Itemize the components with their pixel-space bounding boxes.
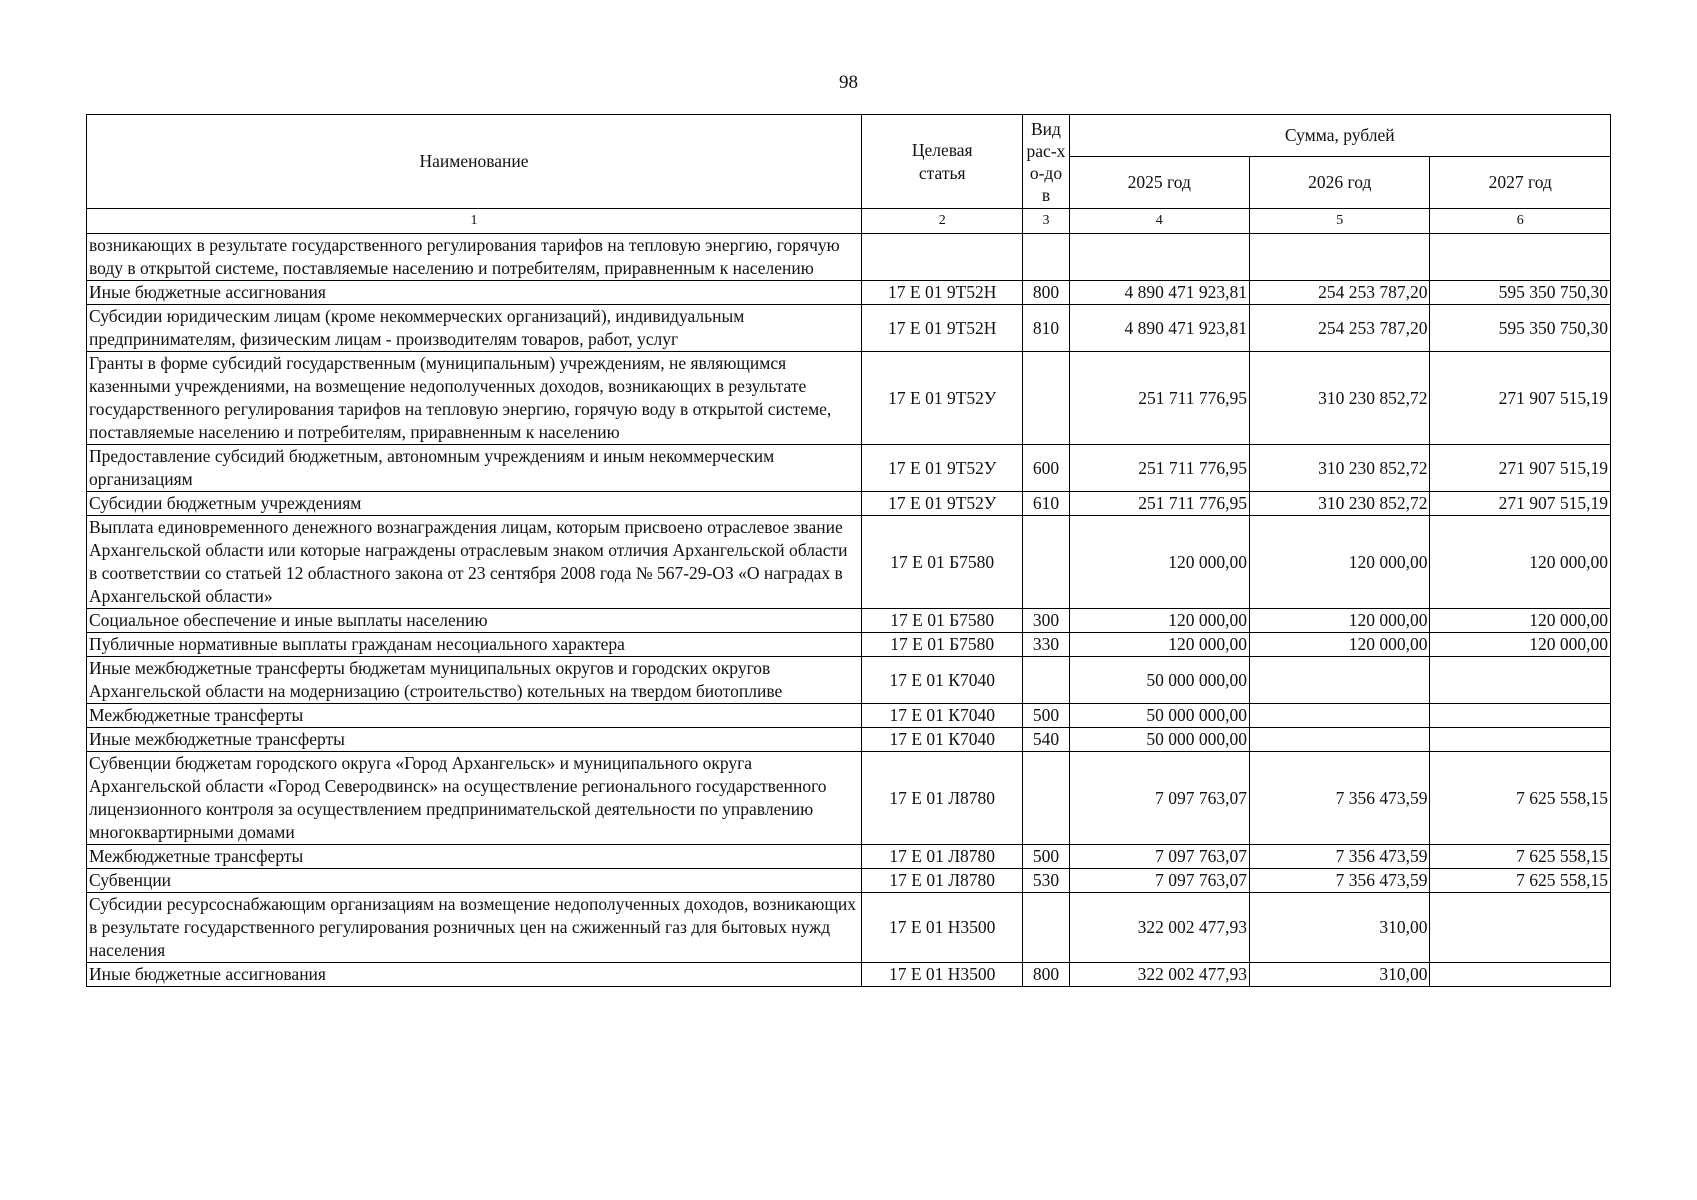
row-amount-2025: 120 000,00 — [1069, 609, 1249, 633]
header-year-2026: 2026 год — [1250, 157, 1430, 209]
header-target-article — [862, 115, 1023, 209]
row-amount-2027: 595 350 750,30 — [1430, 305, 1611, 352]
row-expense-type: 800 — [1023, 281, 1069, 305]
table-row — [87, 893, 1611, 963]
row-amount-2027: 120 000,00 — [1430, 633, 1611, 657]
column-number-row — [87, 209, 1611, 234]
row-amount-2027: 7 625 558,15 — [1430, 845, 1611, 869]
row-amount-2026: 120 000,00 — [1250, 633, 1430, 657]
row-target-article: 17 Е 01 Б7580 — [862, 609, 1023, 633]
row-amount-2026: 310,00 — [1250, 963, 1430, 987]
row-target-article: 17 Е 01 9Т52У — [862, 352, 1023, 445]
row-target-article: 17 Е 01 Б7580 — [862, 516, 1023, 609]
row-expense-type: 810 — [1023, 305, 1069, 352]
row-target-article: 17 Е 01 К7040 — [862, 728, 1023, 752]
row-amount-2026: 254 253 787,20 — [1250, 305, 1430, 352]
header-expense-type-label: Вид рас-хо-дов — [1026, 118, 1066, 205]
row-name: Выплата единовременного денежного вознаграждения лицам, которым присвоено отраслевое звание Архангельской области или которые награждены отраслевым знаком отличия Архангельской области в соответствии со статьей 12 областного закона от 23 сентября 2008 года № 567-29-ОЗ «О наградах в Архангельской области» — [87, 516, 862, 609]
row-target-article: 17 Е 01 Н3500 — [862, 963, 1023, 987]
table-body — [87, 234, 1611, 987]
row-target-article: 17 Е 01 9Т52Н — [862, 281, 1023, 305]
row-amount-2026: 120 000,00 — [1250, 609, 1430, 633]
column-number: 2 — [862, 209, 1023, 234]
header-year-2027: 2027 год — [1430, 157, 1611, 209]
row-name: Субвенции — [87, 869, 862, 893]
row-name: Субсидии юридическим лицам (кроме некоммерческих организаций), индивидуальным предпринимателям, физическим лицам - производителям товаров, работ, услуг — [87, 305, 862, 352]
row-target-article: 17 Е 01 9Т52У — [862, 445, 1023, 492]
row-name: Межбюджетные трансферты — [87, 845, 862, 869]
row-amount-2025: 120 000,00 — [1069, 633, 1249, 657]
column-number: 1 — [87, 209, 862, 234]
row-name: Межбюджетные трансферты — [87, 704, 862, 728]
row-amount-2025: 50 000 000,00 — [1069, 728, 1249, 752]
table-row — [87, 633, 1611, 657]
row-amount-2026 — [1250, 657, 1430, 704]
row-name: Иные межбюджетные трансферты бюджетам муниципальных округов и городских округов Архангельской области на модернизацию (строительство) котельных на твердом биотопливе — [87, 657, 862, 704]
row-target-article — [862, 234, 1023, 281]
row-expense-type: 500 — [1023, 704, 1069, 728]
table-row — [87, 305, 1611, 352]
row-expense-type: 610 — [1023, 492, 1069, 516]
row-amount-2026: 7 356 473,59 — [1250, 869, 1430, 893]
column-number: 4 — [1069, 209, 1249, 234]
row-amount-2025: 322 002 477,93 — [1069, 963, 1249, 987]
row-amount-2027: 120 000,00 — [1430, 609, 1611, 633]
table-row — [87, 234, 1611, 281]
table-row — [87, 869, 1611, 893]
row-amount-2025: 322 002 477,93 — [1069, 893, 1249, 963]
row-expense-type — [1023, 657, 1069, 704]
row-amount-2025: 251 711 776,95 — [1069, 352, 1249, 445]
row-name: Субсидии ресурсоснабжающим организациям на возмещение недополученных доходов, возникающих в результате государственного регулирования розничных цен на сжиженный газ для бытовых нужд населения — [87, 893, 862, 963]
row-amount-2025: 251 711 776,95 — [1069, 492, 1249, 516]
row-amount-2027: 271 907 515,19 — [1430, 492, 1611, 516]
row-target-article: 17 Е 01 К7040 — [862, 704, 1023, 728]
row-target-article: 17 Е 01 Л8780 — [862, 752, 1023, 845]
row-amount-2026: 310 230 852,72 — [1250, 492, 1430, 516]
row-amount-2026: 7 356 473,59 — [1250, 845, 1430, 869]
header-year-2025: 2025 год — [1069, 157, 1249, 209]
row-amount-2026: 310,00 — [1250, 893, 1430, 963]
row-target-article: 17 Е 01 Н3500 — [862, 893, 1023, 963]
row-amount-2027: 271 907 515,19 — [1430, 352, 1611, 445]
row-name: Гранты в форме субсидий государственным (муниципальным) учреждениям, не являющимся казенными учреждениями, на возмещение недополученных доходов, возникающих в результате государственного регулирования тарифов на тепловую энергию, горячую воду в открытой системе, поставляемые населению и потребителям, приравненным к населению — [87, 352, 862, 445]
row-amount-2025: 7 097 763,07 — [1069, 869, 1249, 893]
row-target-article: 17 Е 01 Л8780 — [862, 845, 1023, 869]
row-amount-2025: 50 000 000,00 — [1069, 704, 1249, 728]
row-target-article: 17 Е 01 Л8780 — [862, 869, 1023, 893]
table-row — [87, 492, 1611, 516]
budget-table — [86, 114, 1611, 987]
row-expense-type: 500 — [1023, 845, 1069, 869]
column-number: 6 — [1430, 209, 1611, 234]
row-expense-type — [1023, 893, 1069, 963]
row-amount-2027 — [1430, 657, 1611, 704]
row-amount-2025: 50 000 000,00 — [1069, 657, 1249, 704]
row-amount-2026 — [1250, 728, 1430, 752]
table-row — [87, 728, 1611, 752]
row-amount-2026: 254 253 787,20 — [1250, 281, 1430, 305]
row-amount-2027 — [1430, 234, 1611, 281]
row-amount-2025: 4 890 471 923,81 — [1069, 281, 1249, 305]
row-amount-2026: 120 000,00 — [1250, 516, 1430, 609]
row-target-article: 17 Е 01 К7040 — [862, 657, 1023, 704]
column-number: 3 — [1023, 209, 1069, 234]
table-row — [87, 516, 1611, 609]
row-amount-2027 — [1430, 893, 1611, 963]
row-amount-2027: 595 350 750,30 — [1430, 281, 1611, 305]
table-row — [87, 704, 1611, 728]
row-name: Социальное обеспечение и иные выплаты населению — [87, 609, 862, 633]
row-name: Публичные нормативные выплаты гражданам несоциального характера — [87, 633, 862, 657]
row-amount-2027: 7 625 558,15 — [1430, 752, 1611, 845]
table-row — [87, 845, 1611, 869]
row-target-article: 17 Е 01 9Т52Н — [862, 305, 1023, 352]
row-amount-2025: 4 890 471 923,81 — [1069, 305, 1249, 352]
row-amount-2027 — [1430, 728, 1611, 752]
table-row — [87, 281, 1611, 305]
row-name: возникающих в результате государственного регулирования тарифов на тепловую энергию, горячую воду в открытой системе, поставляемые населению и потребителям, приравненным к населению — [87, 234, 862, 281]
row-name: Субвенции бюджетам городского округа «Город Архангельск» и муниципального округа Архангельской области «Город Северодвинск» на осуществление регионального государственного лицензионного контроля за осуществлением предпринимательской деятельности по управлению многоквартирными домами — [87, 752, 862, 845]
header-expense-type — [1023, 115, 1069, 209]
row-expense-type: 540 — [1023, 728, 1069, 752]
table-row — [87, 609, 1611, 633]
row-name: Субсидии бюджетным учреждениям — [87, 492, 862, 516]
row-amount-2025 — [1069, 234, 1249, 281]
table-row — [87, 445, 1611, 492]
row-amount-2027 — [1430, 963, 1611, 987]
row-amount-2026 — [1250, 234, 1430, 281]
row-amount-2027: 271 907 515,19 — [1430, 445, 1611, 492]
header-name: Наименование — [87, 115, 862, 209]
row-amount-2025: 120 000,00 — [1069, 516, 1249, 609]
row-amount-2025: 251 711 776,95 — [1069, 445, 1249, 492]
row-name: Иные межбюджетные трансферты — [87, 728, 862, 752]
row-amount-2026: 7 356 473,59 — [1250, 752, 1430, 845]
header-target-article-label: Целевая статья — [911, 139, 973, 183]
row-expense-type: 600 — [1023, 445, 1069, 492]
header-sum: Сумма, рублей — [1069, 115, 1610, 157]
row-name: Предоставление субсидий бюджетным, автономным учреждениям и иным некоммерческим организациям — [87, 445, 862, 492]
row-expense-type — [1023, 516, 1069, 609]
row-expense-type: 800 — [1023, 963, 1069, 987]
row-expense-type: 300 — [1023, 609, 1069, 633]
row-expense-type — [1023, 352, 1069, 445]
table-row — [87, 963, 1611, 987]
row-expense-type — [1023, 234, 1069, 281]
row-amount-2025: 7 097 763,07 — [1069, 845, 1249, 869]
row-name: Иные бюджетные ассигнования — [87, 963, 862, 987]
column-number: 5 — [1250, 209, 1430, 234]
row-amount-2025: 7 097 763,07 — [1069, 752, 1249, 845]
row-amount-2027 — [1430, 704, 1611, 728]
table-row — [87, 657, 1611, 704]
page-number: 98 — [839, 72, 858, 93]
row-expense-type: 330 — [1023, 633, 1069, 657]
table-row — [87, 752, 1611, 845]
row-expense-type — [1023, 752, 1069, 845]
row-amount-2026: 310 230 852,72 — [1250, 352, 1430, 445]
row-amount-2026 — [1250, 704, 1430, 728]
row-amount-2027: 7 625 558,15 — [1430, 869, 1611, 893]
row-target-article: 17 Е 01 Б7580 — [862, 633, 1023, 657]
row-amount-2026: 310 230 852,72 — [1250, 445, 1430, 492]
table-row — [87, 352, 1611, 445]
row-name: Иные бюджетные ассигнования — [87, 281, 862, 305]
row-target-article: 17 Е 01 9Т52У — [862, 492, 1023, 516]
row-expense-type: 530 — [1023, 869, 1069, 893]
row-amount-2027: 120 000,00 — [1430, 516, 1611, 609]
